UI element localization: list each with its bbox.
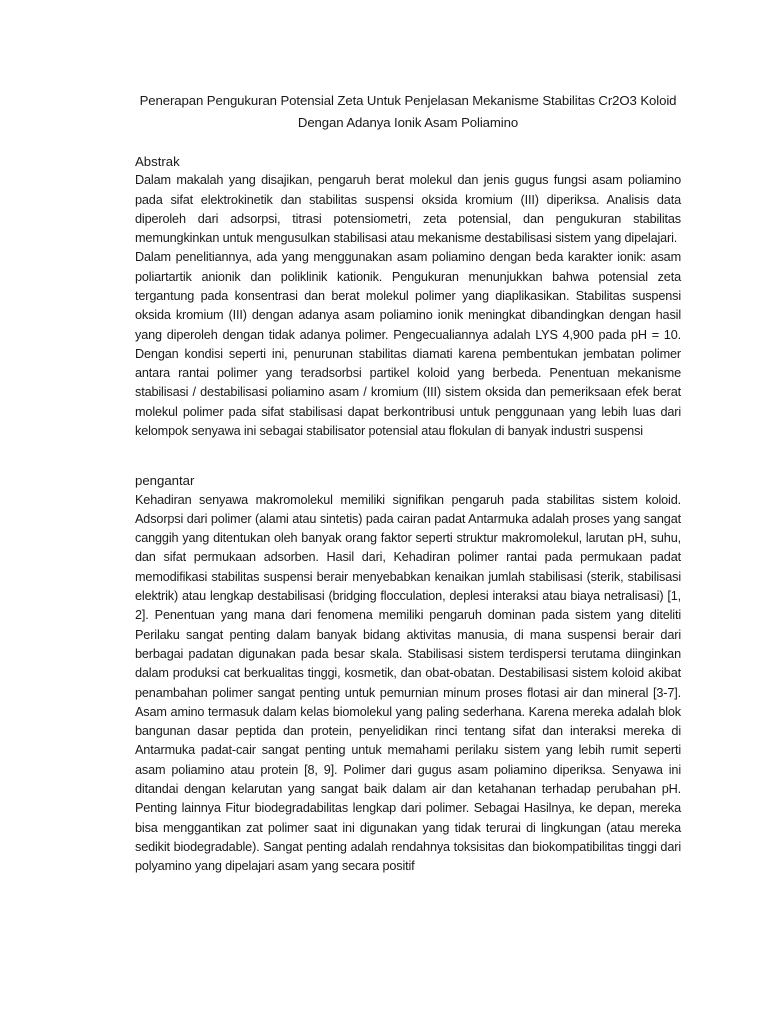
title-line-1: Penerapan Pengukuran Potensial Zeta Untuk Penjelasan Mekanisme Stabilitas Cr2O3 Koloid <box>139 93 677 108</box>
introduction-heading: pengantar <box>135 473 195 489</box>
abstract-section <box>135 152 681 441</box>
abstract-heading: Abstrak <box>135 154 180 169</box>
title-line-2: Dengan Adanya Ionik Asam Poliamino <box>297 115 519 130</box>
abstract-paragraph-1: Dalam makalah yang disajikan, pengaruh berat molekul dan jenis gugus fungsi asam poliamino pada sifat elektrokinetik dan stabilitas suspensi oksida kromium (III) diperiksa. Analisis data diperoleh dari adsorpsi, titrasi potensiometri, zeta potensial, dan pengukuran stabilitas memungkinkan untuk mengusulkan stabilisasi atau mekanisme destabilisasi sistem yang dipelajari. <box>135 173 681 246</box>
introduction-paragraph-1: Kehadiran senyawa makromolekul memiliki signifikan pengaruh pada stabilitas sistem koloid. Adsorpsi dari polimer (alami atau sintetis) pada cairan padat Antarmuka adalah proses yang sangat canggih yang ditentukan oleh banyak orang faktor seperti struktur makromolekul, larutan pH, suhu, dan sifat permukaan adsorben. Hasil dari, Kehadiran polimer rantai pada permukaan padat memodifikasi stabilitas suspensi berair menyebabkan kenaikan jumlah stabilisasi (sterik, stabilisasi elektrik) atau lengkap destabilisasi (bridging flocculation, deplesi interaksi atau biaya netralisasi) [1, 2]. Penentuan yang mana dari fenomena memiliki pengaruh dominan pada sistem yang diteliti Perilaku sangat penting dalam banyak bidang aktivitas manusia, di mana suspensi berair dari berbagai padatan digunakan pada besar skala. Stabilisasi sistem terdispersi terutama diinginkan dalam produksi cat berkualitas tinggi, kosmetik, dan obat-obatan. Destabilisasi sistem koloid akibat penambahan polimer sangat penting untuk pemurnian minum proses flotasi air dan mineral [3-7]. Asam amino termasuk dalam kelas biomolekul yang paling sederhana. Karena mereka adalah blok bangunan dasar peptida dan protein, penyelidikan rinci tentang sifat dan interaksi mereka di Antarmuka padat-cair sangat penting untuk memahami perilaku sistem yang lebih rumit seperti asam poliamino atau protein [8, 9]. Polimer dari gugus asam poliamino diperiksa. Senyawa ini ditandai dengan kelarutan yang sangat baik dalam air dan ketahanan terhadap perubahan pH. Penting lainnya Fitur biodegradabilitas lengkap dari polimer. Sebagai Hasilnya, ke depan, mereka bisa menggantikan zat polimer saat ini digunakan yang tidak terurai di lingkungan (atau mereka sedikit biodegradable). Sangat penting adalah rendahnya toksisitas dan biokompatibilitas tinggi dari polyamino yang dipelajari asam yang secara positif <box>135 492 681 874</box>
document-title <box>135 90 681 134</box>
introduction-section <box>135 471 681 876</box>
section-spacer <box>135 441 681 471</box>
abstract-paragraph-2: Dalam penelitiannya, ada yang menggunakan asam poliamino dengan beda karakter ionik: asam poliartartik anionik dan poliklinik kationik. Pengukuran menunjukkan bahwa potensial zeta tergantung pada konsentrasi dan berat molekul polimer yang diaplikasikan. Stabilitas suspensi oksida kromium (III) dengan adanya asam poliamino ionik meningkat dibandingkan dengan hasil yang diperoleh dengan tidak adanya polimer. Pengecualiannya adalah LYS 4,900 pada pH = 10. Dengan kondisi seperti ini, penurunan stabilitas diamati karena pembentukan jembatan polimer antara rantai polimer yang teradsorbsi partikel koloid yang berbeda. Penentuan mekanisme stabilisasi / destabilisasi poliamino asam / kromium (III) sistem oksida dan pemeriksaan efek berat molekul polimer pada sifat stabilisasi dapat berkontribusi untuk penggunaan yang lebih luas dari kelompok senyawa ini sebagai stabilisator potensial atau flokulan di banyak industri suspensi <box>135 250 681 439</box>
document-page <box>135 90 681 877</box>
